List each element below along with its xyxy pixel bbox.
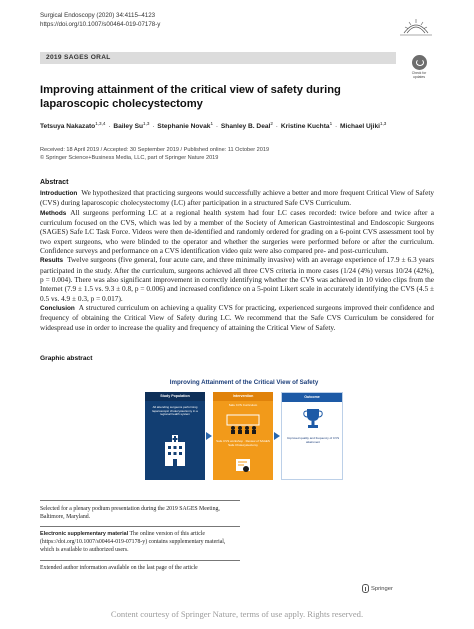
check-updates-line1: Check for [411,71,427,75]
author-name[interactable]: Michael Ujiki [340,123,380,131]
abstract-introduction [40,188,434,208]
abstract-heading: Abstract [40,179,69,186]
section-label: Conclusion [40,305,75,313]
author-affiliation: 1 [210,121,213,126]
article-type-banner [40,52,396,64]
abstract-results [40,255,434,303]
author-list: Tetsuya Nakazato$^{1,3,4}$ · Bailey Su$^{1,3}$ · Stephanie Novak$^1$ · Shanley B. Deal$^2$ · Kristine Kuchta$^1$ · Michael Ujiki$^{1,3}$ [40,121,387,131]
esm-text: The online version of this article (https://doi.org/10.1007/s00464-019-07178-y) contains supplementary material, which is available to authorized users. [40,531,226,553]
author-name[interactable]: Stephanie Novak [157,123,211,131]
intervention-panel [213,392,273,480]
graphic-abstract-title: Improving Attainment of the Critical View of Safety [169,379,319,386]
panel-text: Improved quality and frequency of CVS attainment [286,436,340,444]
hospital-icon [163,434,187,468]
arrow-icon [274,432,280,440]
check-for-updates-button[interactable] [407,55,431,81]
publisher-mark [362,584,393,593]
panel-text: Safe CVS Curriculum [228,403,258,407]
author-affiliation: 1 [329,121,333,126]
certificate-icon [235,458,251,474]
author-affiliation: 1,3 [143,121,150,126]
springer-horse-icon [362,584,369,593]
esm-footnote [40,530,240,554]
extended-author-info: Extended author information available on the last page of the article [40,565,198,571]
footnote-divider [40,500,240,501]
abstract-methods [40,208,434,256]
journal-citation: Surgical Endoscopy (2020) 34:4115–4123 [40,12,156,19]
section-text: Twelve surgeons (five general, four acute care, and three minimally invasive) with an average experience of 17.9 ± 6.3 years participated in the study. After the curriculum, surgeons achieved all three CVS criteria in more cases (1/24 (4%) versus 10/24 (42%), p = 0.004). There was also significant improvement in correctly identifying whether the CVS was achieved in 10 video clips from the Internet (7.9 ± 1.5 vs. 9.3 ± 0.8, p = 0.006) and increased confidence on a 5-point Likert scale in accurately identifying the CVS (4.5 ± 0.5 vs. 4.9 ± 0.3, p = 0.017). [40,255,434,303]
panel-header: Intervention [213,392,273,401]
panel-header: Study Population [145,392,205,401]
received-accepted-published: Received: 18 April 2019 / Accepted: 30 September 2019 / Published online: 11 October 2019 [40,147,270,153]
banner-label: 2019 SAGES ORAL [46,53,111,61]
article-title: Improving attainment of the critical view of safety during laparoscopic cholecystectomy [40,84,341,110]
check-updates-line2: updates [412,75,426,79]
author-name[interactable]: Bailey Su [113,123,144,131]
author-name[interactable]: Kristine Kuchta [280,123,330,131]
plenary-footnote: Selected for a plenary podium presentation during the 2019 SAGES Meeting, Baltimore, Maryland. [40,506,220,520]
doi-link[interactable]: https://doi.org/10.1007/s00464-019-07178-y [40,20,161,28]
footnote-divider [40,526,240,527]
study-population-panel [145,392,205,480]
panel-text: All attending surgeons performing laparoscopic cholecystectomy in a regional health system [152,405,198,417]
author-name[interactable]: Shanley B. Deal [220,123,271,131]
article-dates [40,146,269,162]
author-affiliation: 1,3,4 [95,121,106,126]
section-label: Introduction [40,190,78,197]
springer-logo [396,13,436,41]
trophy-icon [303,407,323,431]
author-name[interactable]: Tetsuya Nakazato [40,123,96,131]
section-label: Results [40,257,64,265]
classroom-icon [225,414,261,434]
author-affiliation: 2 [270,121,273,126]
journal-header [40,12,160,29]
section-text: We hypothesized that practicing surgeons would successfully achieve a better and more frequent Critical View of Safety (CVS) during laparoscopic cholecystectomy (LC) after participation in a structured Safe CVS Curriculum. [40,188,434,208]
footnote-divider [40,560,240,561]
section-text: All surgeons performing LC at a regional health system had four LC cases recorded: twice before and twice after a curriculum focused on the CVS, which was led by a member of the Society of American Gastrointestinal and Endoscopic Surgeons (SAGES) Safe LC Task Force. Videos were then de-identified and randomly ordered for grading on a 6-point CVS assessment tool by two expert surgeons, who were blinded to the operator and whether the surgeries were performed before or after the curriculum. Confidence surveys and performance on a CVS identification video quiz were also compared pre- and post-curriculum. [40,207,434,256]
graphic-abstract-heading: Graphic abstract [40,355,93,362]
esm-label: Electronic supplementary material [40,531,129,537]
panel-header: Outcome [282,393,342,402]
outcome-panel [281,392,343,480]
copyright-line: © Springer Science+Business Media, LLC, part of Springer Nature 2019 [40,155,219,161]
refresh-icon [412,55,427,70]
abstract-body [40,188,434,332]
abstract-conclusion [40,303,434,332]
courtesy-watermark: Content courtesy of Springer Nature, terms of use apply. Rights reserved. [110,609,364,619]
section-text: A structured curriculum on achieving a quality CVS for practicing, experienced surgeons improved their confidence and frequency of obtaining the Critical View of Safety during LC. We recommend that the Safe CVS Curriculum be considered for widespread use in order to increase the quality and frequency of attaining the Critical View of Safety. [40,303,434,332]
publisher-name: Springer [371,586,393,593]
section-label: Methods [40,209,67,217]
arrow-icon [206,432,212,440]
author-affiliation: 1,3 [379,121,387,126]
panel-text-secondary: Safe CVS workshop · Review of SAGES Safe Cholecystectomy [216,439,270,447]
graphic-abstract-figure[interactable] [145,376,343,484]
